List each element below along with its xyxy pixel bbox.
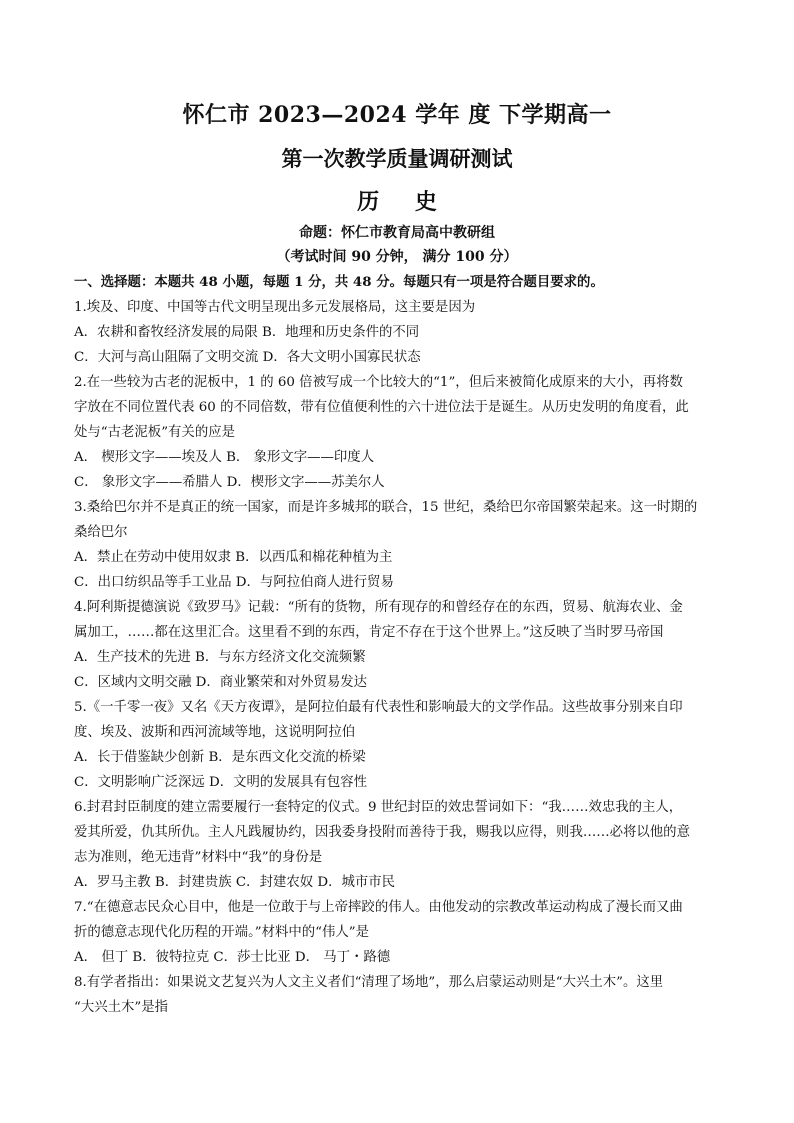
exam-title-line2: 第一次教学质量调研测试 <box>281 146 513 171</box>
question-stem-line: 8.有学者指出：如果说文艺复兴为人文主义者们“清理了场地”，那么启蒙运动则是“大兴土木”。这里 <box>74 975 664 990</box>
answer-options-row: A．农耕和畜牧经济发展的局限 B．地理和历史条件的不同 <box>74 325 420 340</box>
question-stem-line: 字放在不同位置代表 60 的不同倍数，带有位值便利性的六十进位法于是诞生。从历史发明的角度看，此 <box>74 400 689 415</box>
answer-options-row: A． 楔形文字——埃及人 B． 象形文字——印度人 <box>74 450 375 465</box>
question-stem-line: 1.埃及、印度、中国等古代文明呈现出多元发展格局，这主要是因为 <box>74 300 476 315</box>
answer-options-row: A．罗马主教 B．封建贵族 C．封建农奴 D．城市市民 <box>74 875 396 890</box>
exam-author: 命题：怀仁市教育局高中教研组 <box>299 225 495 241</box>
answer-options-row: C．文明影响广泛深远 D．文明的发展具有包容性 <box>74 775 368 790</box>
answer-options-row: C． 象形文字——希腊人 D．楔形文字——苏美尔人 <box>74 475 385 490</box>
question-stem-line: 7.“在德意志民众心目中，他是一位敢于与上帝摔跤的伟人。由他发动的宗教改革运动构成了漫长而又曲 <box>74 900 683 915</box>
question-1 <box>74 295 724 370</box>
question-stem-line: 折的德意志现代化历程的开端。”材料中的“伟人”是 <box>74 925 370 940</box>
question-stem-line: 度、埃及、波斯和西河流域等地，这说明阿拉伯 <box>74 725 356 740</box>
exam-info: （考试时间 90 分钟， 满分 100 分） <box>276 249 518 265</box>
answer-options-row: C．大河与高山阻隔了文明交流 D．各大文明小国寡民状态 <box>74 350 421 365</box>
exam-content <box>74 270 724 1020</box>
answer-options-row: A． 但丁 B．彼特拉克 C．莎士比亚 D． 马丁・路德 <box>74 950 391 965</box>
section-heading: 一、选择题：本题共 48 小题，每题 1 分，共 48 分。每题只有一项是符合题目要求的。 <box>74 274 604 290</box>
answer-options-row: A．生产技术的先进 B．与东方经济文化交流频繁 <box>74 650 366 665</box>
question-stem-line: 处与“古老泥板”有关的应是 <box>74 425 235 440</box>
question-5 <box>74 695 724 795</box>
question-stem-line: 2.在一些较为古老的泥板中，1 的 60 倍被写成一个比较大的“1”，但后来被简化成原来的大小，再将数 <box>74 375 683 390</box>
answer-options-row: A．禁止在劳动中使用奴隶 B．以西瓜和棉花种植为主 <box>74 550 393 565</box>
question-stem-line: 5.《一千零一夜》又名《天方夜谭》，是阿拉伯最有代表性和影响最大的文学作品。这些故事分别来自印 <box>74 700 683 715</box>
question-stem-line: 3.桑给巴尔并不是真正的统一国家，而是许多城邦的联合，15 世纪，桑给巴尔帝国繁荣起来。这一时期的 <box>74 500 698 515</box>
question-stem-line: “大兴土木”是指 <box>74 1000 169 1015</box>
question-stem-line: 爱其所爱，仇其所仇。主人凡践履协约，因我委身投附而善待于我，赐我以应得，则我……必将以他的意 <box>74 825 690 840</box>
question-stem-line: 属加工，……都在这里汇合。这里看不到的东西，肯定不存在于这个世界上。”这反映了当时罗马帝国 <box>74 625 664 640</box>
question-6 <box>74 795 724 895</box>
question-7 <box>74 895 724 970</box>
subject-title: 历 史 <box>357 189 451 215</box>
question-2 <box>74 370 724 495</box>
question-3 <box>74 495 724 595</box>
answer-options-row: C．区域内文明交融 D．商业繁荣和对外贸易发达 <box>74 675 368 690</box>
question-stem-line: 6.封君封臣制度的建立需要履行一套特定的仪式。9 世纪封臣的效忠誓词如下：“我……效忠我的主人， <box>74 800 683 815</box>
answer-options-row: A．长于借鉴缺少创新 B．是东西文化交流的桥梁 <box>74 750 366 765</box>
question-list <box>74 295 724 1020</box>
question-stem-line: 4.阿利斯提德演说《致罗马》记载：“所有的货物，所有现存的和曾经存在的东西，贸易、航海农业、金 <box>74 600 683 615</box>
answer-options-row: C．出口纺织品等手工业品 D．与阿拉伯商人进行贸易 <box>74 575 394 590</box>
question-4 <box>74 595 724 695</box>
question-8 <box>74 970 724 1020</box>
question-stem-line: 志为准则，绝无违背”材料中“我”的身份是 <box>74 850 323 865</box>
question-stem-line: 桑给巴尔 <box>74 525 128 540</box>
exam-title-line1: 怀仁市 2023—2024 学年 度 下学期高一 <box>182 102 612 128</box>
